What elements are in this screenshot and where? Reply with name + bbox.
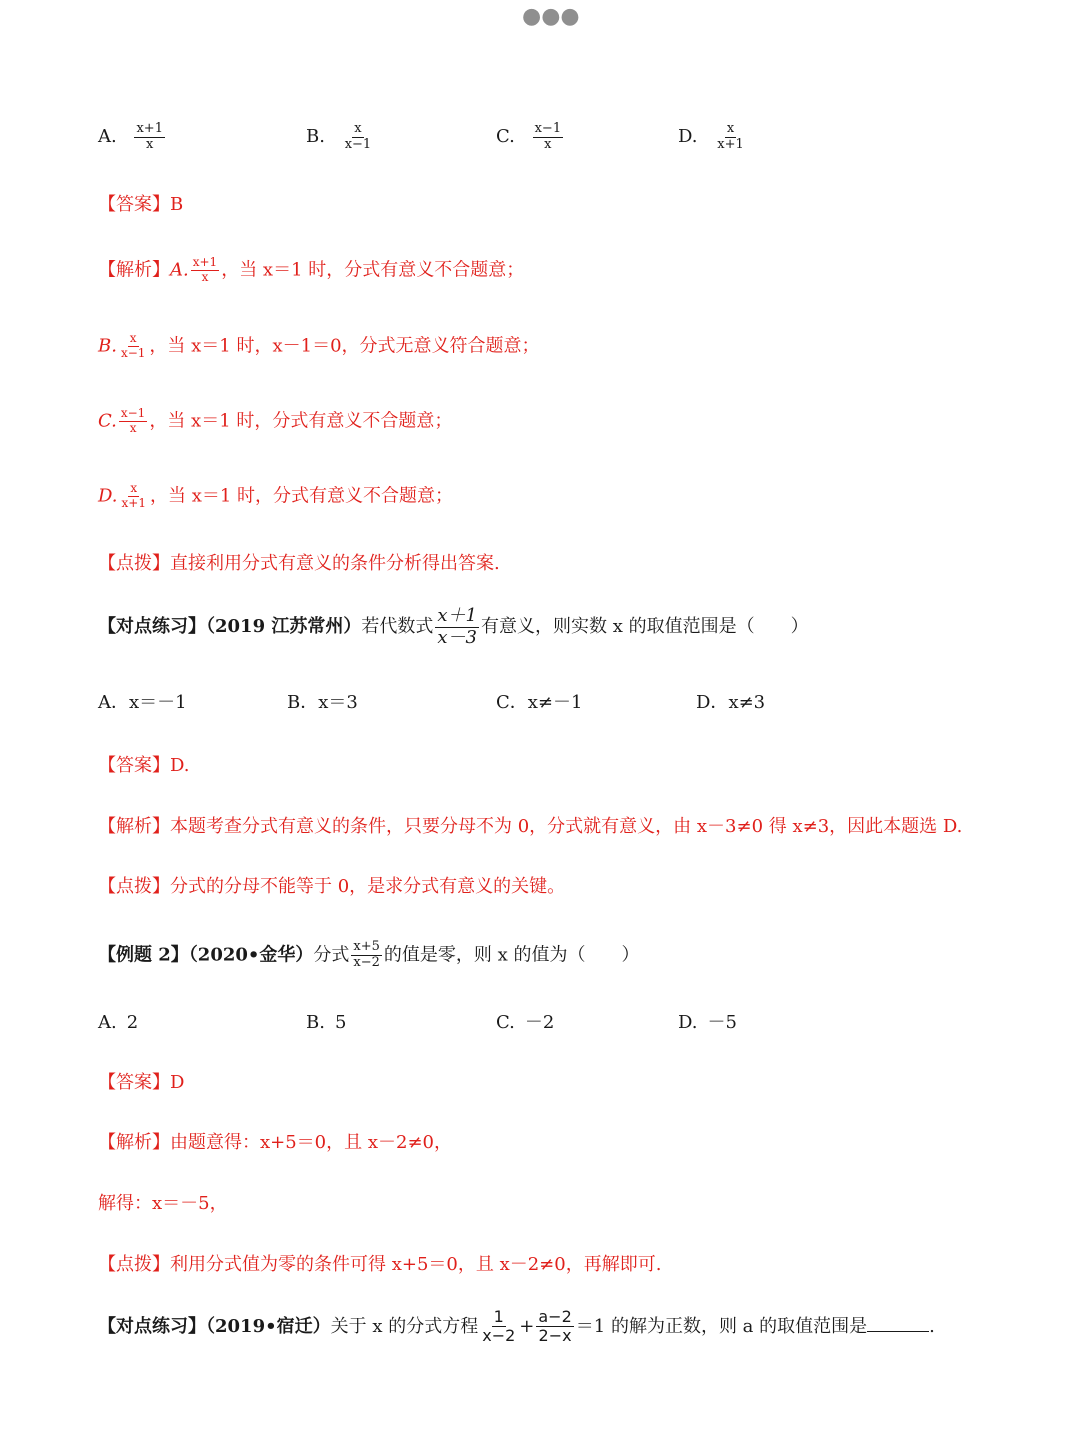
question-text-after: ＝1 的解为正数，则 a 的取值范围是 <box>575 1315 868 1337</box>
option-value: x≠3 <box>728 692 766 713</box>
option-label: B. <box>306 126 325 148</box>
practice-tag: 【对点练习】 <box>98 616 206 638</box>
option-value: x＝－1 <box>129 692 187 713</box>
hint-tag: 【点拨】 <box>98 876 170 897</box>
p1-option-d <box>696 690 765 716</box>
analysis-text: ，当 x＝1 时，分式有意义不合题意； <box>221 259 525 281</box>
option-value: x≠－1 <box>527 692 583 713</box>
solve-text: 解得：x＝－5， <box>98 1193 228 1214</box>
practice-tag: 【对点练习】 <box>98 1315 206 1337</box>
question-text-after: 有意义，则实数 x 的取值范围是（ ） <box>480 616 809 638</box>
practice2-question <box>98 1308 935 1346</box>
fraction: $\frac{x}{x-1}$ <box>120 331 146 360</box>
practice1-question <box>98 606 809 648</box>
fraction: $\frac{x+1}{x-3}$ <box>437 605 477 648</box>
question-text-before: 分式 <box>313 944 350 966</box>
analysis-tag: 【解析】 <box>98 1132 170 1153</box>
ex2-option-b <box>306 1010 346 1036</box>
option-label: A. <box>98 1012 117 1033</box>
p1-option-c <box>496 690 582 716</box>
analysis-prefix: A. <box>170 259 189 281</box>
analysis-tag: 【解析】 <box>98 816 170 837</box>
fraction: $\frac{x+1}{x}$ <box>136 121 163 152</box>
answer-value: D. <box>170 755 190 776</box>
option-label: A. <box>98 126 117 148</box>
analysis-prefix: C. <box>98 410 117 432</box>
more-dots-icon[interactable]: ●●● <box>522 4 580 29</box>
p1-answer <box>98 753 190 779</box>
fraction: $\frac{x-1}{x}$ <box>534 121 562 152</box>
option-value: 2 <box>126 1012 139 1033</box>
fraction: $\frac{1}{x-2}$ <box>482 1307 516 1346</box>
ex2-option-d <box>678 1010 737 1036</box>
ex2-option-c <box>496 1010 554 1036</box>
practice-source: （2019•宿迁） <box>206 1315 331 1337</box>
answer-value: D <box>170 1072 185 1093</box>
option-label: B． <box>287 692 319 713</box>
example2-question <box>98 940 640 971</box>
analysis-prefix: B. <box>98 335 117 357</box>
analysis-text: 本题考查分式有意义的条件，只要分母不为 0，分式就有意义，由 x－3≠0 得 x≠3，因此本题选 D. <box>170 816 963 837</box>
option-label: C． <box>496 692 528 713</box>
p1-analysis <box>98 814 962 840</box>
option-label: C. <box>496 1012 515 1033</box>
ex2-answer <box>98 1070 184 1096</box>
question-text-before: 若代数式 <box>361 616 434 638</box>
option-label: D. <box>678 1012 698 1033</box>
option-label: C. <box>496 126 515 148</box>
fraction: $\frac{x}{x+1}$ <box>717 121 744 152</box>
option-value: x＝3 <box>318 692 358 713</box>
q1-option-d <box>678 122 748 153</box>
hint-tag: 【点拨】 <box>98 1254 170 1275</box>
option-label: B. <box>306 1012 325 1033</box>
p1-option-a <box>98 690 187 716</box>
ex2-option-a <box>98 1010 138 1036</box>
hint-text: 利用分式值为零的条件可得 x+5＝0，且 x－2≠0，再解即可. <box>170 1254 662 1275</box>
question-end: . <box>929 1315 935 1337</box>
example-source: （2020•金华） <box>188 944 314 966</box>
fraction: $\frac{x}{x-1}$ <box>344 121 372 152</box>
option-label: D． <box>696 692 729 713</box>
hint-text: 分式的分母不能等于 0，是求分式有意义的关键。 <box>170 876 566 897</box>
answer-value: B <box>170 194 184 215</box>
q1-hint <box>98 551 500 577</box>
ex2-hint <box>98 1252 661 1278</box>
answer-tag: 【答案】 <box>98 755 170 776</box>
option-value: －2 <box>524 1012 555 1033</box>
fraction: $\frac{x}{x+1}$ <box>121 481 146 510</box>
p1-hint <box>98 874 565 900</box>
answer-tag: 【答案】 <box>98 194 170 215</box>
question-text-before: 关于 x 的分式方程 <box>330 1315 479 1337</box>
analysis-prefix: D. <box>98 485 118 507</box>
analysis-tag: 【解析】 <box>98 259 170 281</box>
fraction: $\frac{x+1}{x}$ <box>192 255 218 284</box>
hint-text: 直接利用分式有意义的条件分析得出答案. <box>170 553 500 574</box>
q1-answer <box>98 192 183 218</box>
q1-analysis-c <box>98 407 452 436</box>
practice-source: （2019 江苏常州） <box>206 616 362 638</box>
p1-option-b <box>287 690 358 716</box>
q1-option-c <box>496 122 565 153</box>
answer-tag: 【答案】 <box>98 1072 170 1093</box>
analysis-text: ，当 x＝1 时，分式有意义不合题意； <box>149 485 454 507</box>
example-tag: 【例题 2】 <box>98 944 189 966</box>
q1-option-b <box>306 122 375 153</box>
analysis-text: 由题意得：x+5＝0，且 x－2≠0， <box>170 1132 452 1153</box>
fraction: $\frac{a-2}{2-x}$ <box>538 1307 572 1346</box>
option-value: －5 <box>707 1012 737 1033</box>
analysis-text: ，当 x＝1 时，分式有意义不合题意； <box>149 410 453 432</box>
fraction: $\frac{x-1}{x}$ <box>120 406 146 435</box>
option-label: A． <box>98 692 129 713</box>
q1-option-a <box>98 122 167 153</box>
ex2-analysis <box>98 1130 452 1156</box>
q1-analysis-d <box>98 482 453 511</box>
hint-tag: 【点拨】 <box>98 553 170 574</box>
fraction: $\frac{x+5}{x-2}$ <box>353 939 380 970</box>
q1-analysis-a <box>98 256 524 285</box>
option-label: D. <box>678 126 698 148</box>
answer-blank[interactable] <box>867 1315 929 1332</box>
ex2-solve <box>98 1191 228 1217</box>
plus-sign: + <box>519 1315 535 1337</box>
q1-analysis-b <box>98 332 540 361</box>
question-text-after: 的值是零，则 x 的值为（ ） <box>383 944 640 966</box>
analysis-text: ，当 x＝1 时，x－1＝0，分式无意义符合题意； <box>149 335 540 357</box>
option-value: 5 <box>334 1012 347 1033</box>
